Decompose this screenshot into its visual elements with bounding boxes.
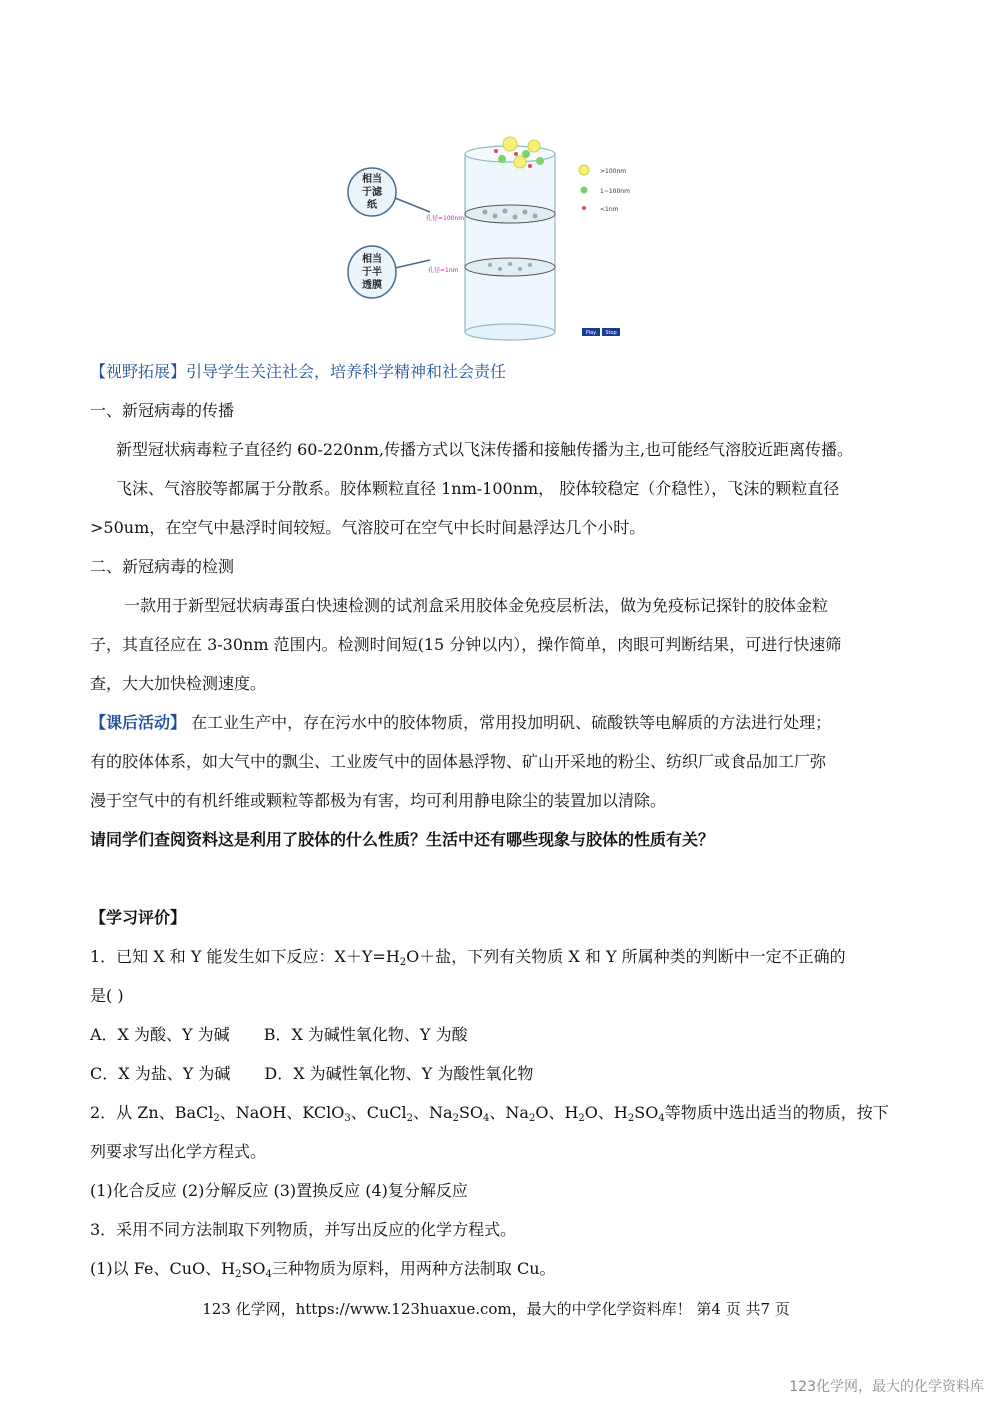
evaluation-heading: 【学习评价】 xyxy=(90,908,187,927)
option-b: B．X 为碱性氧化物、Y 为酸 xyxy=(263,1025,468,1044)
question-2-line-2: 列要求写出化学方程式。 xyxy=(90,1142,267,1161)
paragraph-dispersion-2: >50um，在空气中悬浮时间较短。气溶胶可在空气中长时间悬浮达几个小时。 xyxy=(90,518,646,537)
paragraph-detection-2: 子，其直径应在 3-30nm 范围内。检测时间短(15 分钟以内），操作简单，肉眼可判断结果，可进行快速筛 xyxy=(90,635,842,654)
activity-line-1: 【课后活动】 在工业生产中，存在污水中的胶体物质，常用投加明矾、硫酸铁等电解质的方法进行处理； xyxy=(90,713,832,732)
svg-text:Play: Play xyxy=(585,330,597,336)
question-1-options-cd xyxy=(90,1062,910,1086)
question-2-line-1: 2．从 Zn、BaCl$_2$、NaOH、KClO$_3$、CuCl$_2$、$Na_2SO_4$、$Na_2O$、$H_2O$、$H_2SO_4$等物质中选出适当的物质，按下 xyxy=(90,1103,889,1124)
bubble-top-label: 相当于滤纸 xyxy=(362,174,382,211)
question-3-line-1: 3．采用不同方法制取下列物质，并写出反应的化学方程式。 xyxy=(90,1220,517,1239)
option-c: C．X 为盐、Y 为碱 xyxy=(90,1064,231,1083)
page-footer: 123 化学网，https://www.123huaxue.com，最大的中学化学资料库！ 第4 页 共7 页 xyxy=(202,1300,790,1318)
question-1-line-2: 是( ) xyxy=(90,986,124,1005)
watermark: 123化学网，最大的化学资料库 xyxy=(789,1379,984,1395)
paragraph-spread: 新型冠状病毒粒子直径约 60-220nm,传播方式以飞沫传播和接触传播为主,也可能经气溶胶近距离传播。 xyxy=(116,440,854,459)
option-a: A．X 为酸、Y 为碱 xyxy=(90,1025,230,1044)
option-d: D．X 为碱性氧化物、Y 为酸性氧化物 xyxy=(264,1064,534,1083)
question-1-options-ab xyxy=(90,1023,910,1047)
legend-medium: 1~100nm xyxy=(600,188,630,195)
section-tag: 【视野拓展】 xyxy=(90,362,187,381)
activity-tag: 【课后活动】 xyxy=(90,713,187,732)
activity-question: 请同学们查阅资料这是利用了胶体的什么性质？生活中还有哪些现象与胶体的性质有关？ xyxy=(90,830,715,849)
pore-top-label: 孔径=100nm xyxy=(426,215,465,222)
paragraph-detection-1: 一款用于新型冠状病毒蛋白快速检测的试剂盒采用胶体金免疫层析法，做为免疫标记探针的胶体金粒 xyxy=(124,596,829,615)
pore-bottom-label: 孔径=1nm xyxy=(428,267,459,274)
play-button[interactable] xyxy=(582,328,600,336)
heading-spread: 一、新冠病毒的传播 xyxy=(90,401,235,420)
legend-large: >100nm xyxy=(600,168,627,175)
heading-detection: 二、新冠病毒的检测 xyxy=(90,557,235,576)
legend-small: <1nm xyxy=(600,206,619,213)
svg-text:Stop: Stop xyxy=(605,330,617,336)
bubble-bottom-label: 相当于半透膜 xyxy=(362,254,382,291)
activity-line-3: 漫于空气中的有机纤维或颗粒等都极为有害，均可利用静电除尘的装置加以清除。 xyxy=(90,791,667,810)
stop-button[interactable] xyxy=(602,328,620,336)
activity-line-2: 有的胶体体系，如大气中的飘尘、工业废气中的固体悬浮物、矿山开采地的粉尘、纺织厂或食品加工厂弥 xyxy=(90,752,827,771)
question-3-line-2: (1)以 Fe、CuO、$H_2SO_4$三种物质为原料，用两种方法制取 Cu。 xyxy=(90,1259,556,1280)
question-2-line-3: (1)化合反应 (2)分解反应 (3)置换反应 (4)复分解反应 xyxy=(90,1181,468,1200)
paragraph-detection-3: 查，大大加快检测速度。 xyxy=(90,674,267,693)
question-1-line-1: 1．已知 X 和 Y 能发生如下反应：$X+Y=H_2O+$盐，下列有关物质 X 和 Y 所属种类的判断中一定不正确的 xyxy=(90,947,846,968)
section-title: 引导学生关注社会，培养科学精神和社会责任 xyxy=(186,362,507,381)
paragraph-dispersion-1: 飞沫、气溶胶等都属于分散系。胶体颗粒直径 1nm-100nm， 胶体较稳定（介稳性），飞沫的颗粒直径 xyxy=(116,479,840,498)
section-view-expand xyxy=(90,360,910,384)
colloid-filter-diagram xyxy=(340,132,640,342)
